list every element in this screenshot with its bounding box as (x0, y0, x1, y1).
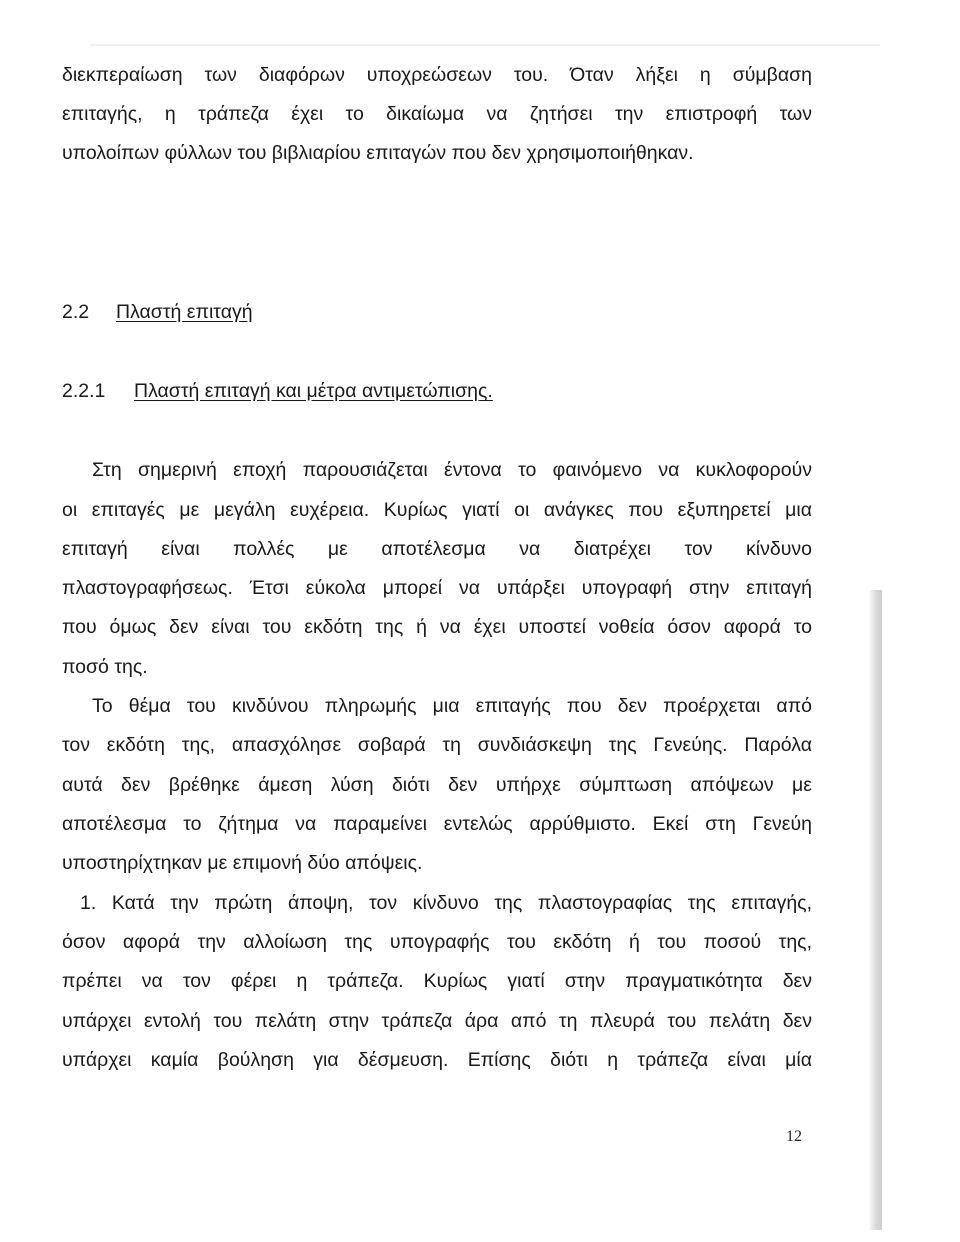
list-item-line: υπάρχει καμία βούληση για δέσμευση. Επίσης διότι η τράπεζα είναι μία (62, 1049, 812, 1071)
intro-line: υπολοίπων φύλλων του βιβλιαρίου επιταγών που δεν χρησιμοποιήθηκαν. (62, 142, 694, 164)
paragraph-line: Στη σημερινή εποχή παρουσιάζεται έντονα το φαινόμενο να κυκλοφορούν (92, 459, 812, 481)
paragraph-line: οι επιταγές με μεγάλη ευχέρεια. Κυρίως γιατί οι ανάγκες που εξυπηρετεί μια (62, 499, 812, 521)
paragraph-line: ποσό της. (62, 656, 148, 678)
subsection-number: 2.2.1 (62, 380, 106, 402)
paragraph-line: αυτά δεν βρέθηκε άμεση λύση διότι δεν υπήρχε σύμπτωση απόψεων με (62, 774, 812, 796)
paragraph-line: τον εκδότη της, απασχόλησε σοβαρά τη συνδιάσκεψη της Γενεύης. Παρόλα (62, 734, 812, 756)
list-item-line: υπάρχει εντολή του πελάτη στην τράπεζα άρα από τη πλευρά του πελάτη δεν (62, 1010, 812, 1032)
section-number: 2.2 (62, 301, 90, 323)
paragraph-line: πλαστογραφήσεως. Έτσι εύκολα μπορεί να υπάρξει υπογραφή στην επιταγή (62, 577, 812, 599)
list-item-line: πρέπει να τον φέρει η τράπεζα. Κυρίως γιατί στην πραγματικότητα δεν (62, 970, 812, 992)
paragraph-line: που όμως δεν είναι του εκδότη της ή να έχει υποστεί νοθεία όσον αφορά το (62, 616, 812, 638)
paragraph-line: αποτέλεσμα το ζήτημα να παραμείνει εντελώς αρρύθμιστο. Εκεί στη Γενεύη (62, 813, 812, 835)
intro-line: διεκπεραίωση των διαφόρων υποχρεώσεων του. Όταν λήξει η σύμβαση (62, 64, 812, 86)
section-title: Πλαστή επιταγή (116, 301, 253, 323)
paragraph-line: υποστηρίχτηκαν με επιμονή δύο απόψεις. (62, 852, 423, 874)
list-item-line: όσον αφορά την αλλοίωση της υπογραφής του εκδότη ή του ποσού της, (62, 931, 812, 953)
scan-artifact-top (90, 44, 880, 46)
list-item-line: 1. Κατά την πρώτη άποψη, τον κίνδυνο της πλαστογραφίας της επιταγής, (80, 892, 812, 914)
section-heading (62, 300, 253, 324)
paragraph-line: επιταγή είναι πολλές με αποτέλεσμα να διατρέχει τον κίνδυνο (62, 538, 812, 560)
scan-artifact-edge (870, 590, 882, 1230)
page-number: 12 (786, 1128, 802, 1145)
intro-line: επιταγής, η τράπεζα έχει το δικαίωμα να ζητήσει την επιστροφή των (62, 103, 812, 125)
paragraph-line: Το θέμα του κινδύνου πληρωμής μια επιταγής που δεν προέρχεται από (92, 695, 812, 717)
subsection-title: Πλαστή επιταγή και μέτρα αντιμετώπισης. (134, 380, 493, 402)
subsection-heading (62, 379, 493, 403)
